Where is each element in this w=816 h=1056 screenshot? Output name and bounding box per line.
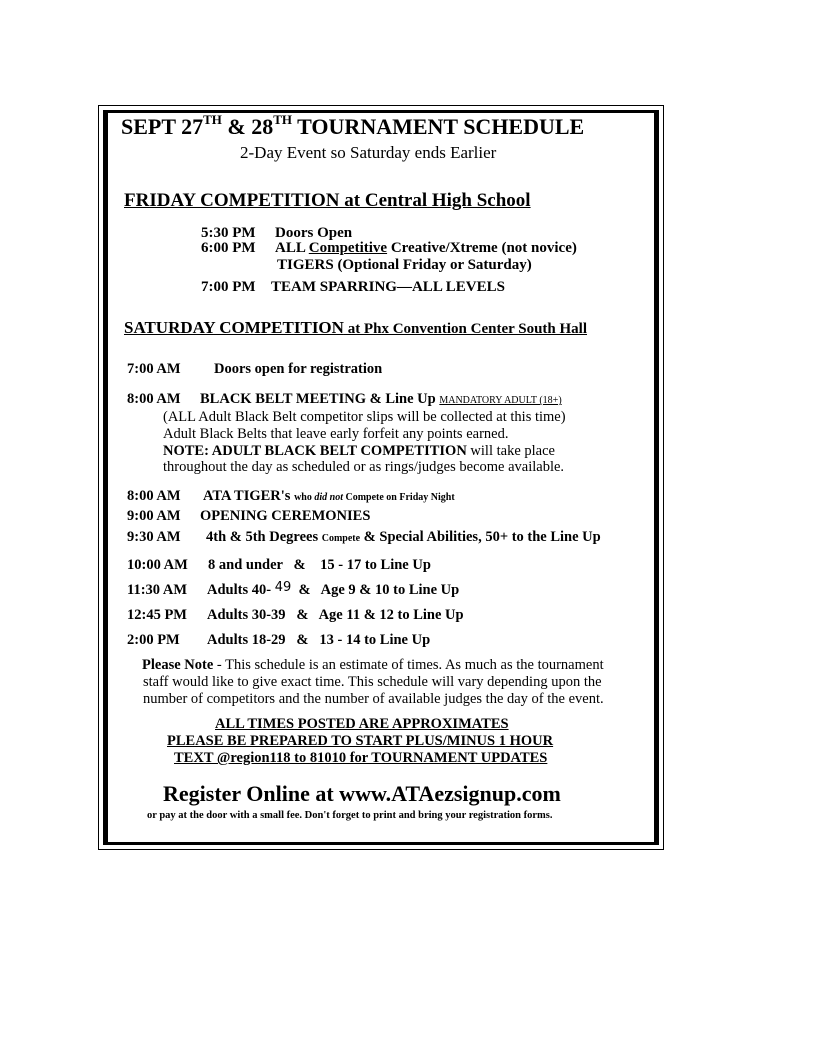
notice-text-updates: TEXT @region118 to 81010 for TOURNAMENT UPDATES (174, 750, 548, 766)
saturday-row-7: 11:30 AM Adults 40- 49 & Age 9 & 10 to Line Up (127, 580, 460, 598)
handwritten-age: 49 (274, 580, 292, 595)
saturday-row-3: 8:00 AM ATA TIGER's who did not Compete on Friday Night (127, 488, 455, 504)
saturday-row-6: 10:00 AM 8 and under & 15 - 17 to Line Up (127, 557, 431, 573)
saturday-row-1: 7:00 AM Doors open for registration (127, 361, 383, 377)
saturday-row-5: 9:30 AM 4th & 5th Degrees Compete & Special Abilities, 50+ to the Line Up (127, 529, 601, 545)
friday-heading: FRIDAY COMPETITION at Central High School (124, 190, 531, 211)
saturday-row-2-line3: NOTE: ADULT BLACK BELT COMPETITION will take place (163, 443, 555, 459)
notice-approximates: ALL TIMES POSTED ARE APPROXIMATES (215, 716, 509, 732)
notice-prepared: PLEASE BE PREPARED TO START PLUS/MINUS 1 HOUR (167, 733, 554, 749)
note-line-1: Please Note - This schedule is an estimate of times. As much as the tournament (142, 657, 604, 673)
saturday-row-4: 9:00 AM OPENING CEREMONIES (127, 508, 371, 524)
saturday-row-9: 2:00 PM Adults 18-29 & 13 - 14 to Line Up (127, 632, 431, 648)
register-online: Register Online at www.ATAezsignup.com (163, 781, 561, 806)
footer-note: or pay at the door with a small fee. Don't forget to print and bring your registration forms. (147, 810, 553, 821)
saturday-row-8: 12:45 PM Adults 30-39 & Age 11 & 12 to Line Up (127, 607, 464, 623)
saturday-row-2-line4: throughout the day as scheduled or as rings/judges become available. (163, 459, 565, 475)
friday-row-2-line2: TIGERS (Optional Friday or Saturday) (277, 257, 532, 273)
saturday-row-2-line1: (ALL Adult Black Belt competitor slips will be collected at this time) (163, 409, 566, 425)
page-subtitle: 2-Day Event so Saturday ends Earlier (240, 143, 497, 162)
friday-row-3: 7:00 PM TEAM SPARRING—ALL LEVELS (201, 279, 505, 295)
note-line-2: staff would like to give exact time. This schedule will vary depending upon the (143, 674, 602, 690)
saturday-row-2-line2: Adult Black Belts that leave early forfeit any points earned. (163, 426, 509, 442)
friday-row-1: 5:30 PM Doors Open (201, 225, 353, 241)
note-line-3: number of competitors and the number of available judges the day of the event. (143, 691, 604, 707)
page-title: SEPT 27TH & 28TH TOURNAMENT SCHEDULE (121, 112, 585, 139)
saturday-row-2: 8:00 AM BLACK BELT MEETING & Line Up MANDATORY ADULT (18+) (127, 391, 562, 407)
saturday-heading: SATURDAY COMPETITION at Phx Convention Center South Hall (124, 318, 588, 337)
friday-row-2: 6:00 PM ALL Competitive Creative/Xtreme (not novice) (201, 240, 577, 256)
